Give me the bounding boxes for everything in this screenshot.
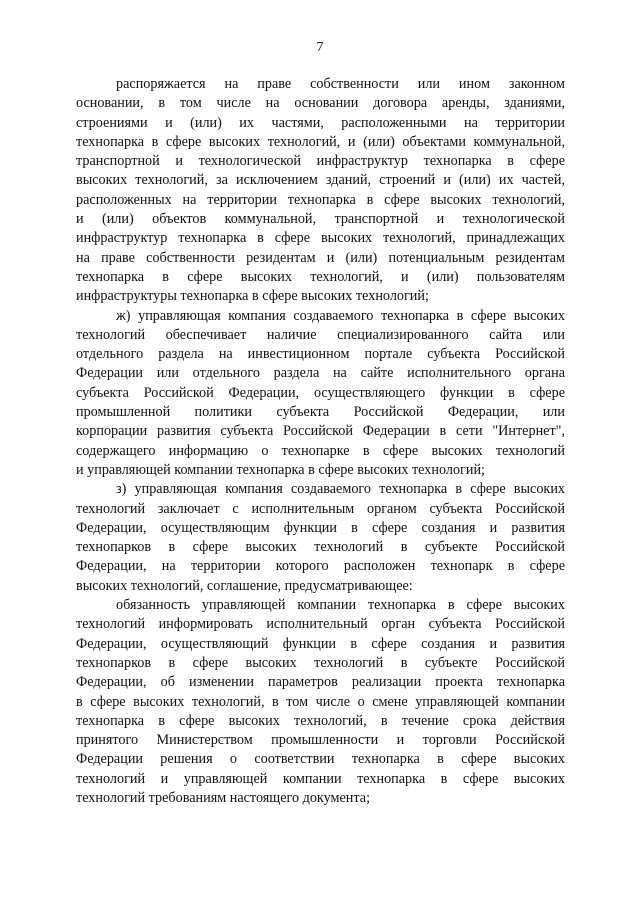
text-line: технологий информировать исполнительный орган субъекта Российской xyxy=(76,616,565,633)
text-line: инфраструктур технопарка в сфере высоких технологий, принадлежащих xyxy=(76,230,565,247)
text-line: отдельного раздела на инвестиционном портале субъекта Российской xyxy=(76,346,565,363)
text-line: технологий требованиям настоящего документа; xyxy=(76,789,371,806)
text-line: основании, в том числе на основании договора аренды, зданиями, xyxy=(76,95,565,112)
text-line: распоряжается на праве собственности или ином законном xyxy=(116,76,565,92)
text-line: и (или) объектов коммунальной, транспортной и технологической xyxy=(76,211,565,228)
text-line: обязанность управляющей компании технопарка в сфере высоких xyxy=(116,597,565,614)
text-line: в сфере высоких технологий, в том числе о смене управляющей компании xyxy=(76,693,565,710)
page-number: 7 xyxy=(316,40,324,55)
text-line: высоких технологий, соглашение, предусматривающее: xyxy=(76,577,413,594)
text-line: высоких технологий, за исключением зданий, строений и (или) их частей, xyxy=(76,172,565,189)
text-line: технопарка в сфере высоких технологий, и (или) объектами коммунальной, xyxy=(76,133,565,150)
text-line: инфраструктуры технопарка в сфере высоких технологий; xyxy=(76,288,429,305)
text-line: технопарка в сфере высоких технологий, в течение срока действия xyxy=(76,712,565,729)
text-line: расположенных на территории технопарка в сфере высоких технологий, xyxy=(76,191,565,208)
text-line: ж) управляющая компания создаваемого технопарка в сфере высоких xyxy=(116,307,565,324)
text-line: технологий заключает с исполнительным органом субъекта Российской xyxy=(76,500,565,517)
text-line: субъекта Российской Федерации, осуществляющего функции в сфере xyxy=(76,384,565,401)
text-line: технопарков в сфере высоких технологий в субъекте Российской xyxy=(76,654,565,671)
text-line: технопарков в сфере высоких технологий в субъекте Российской xyxy=(76,539,565,556)
text-line: на праве собственности резидентам и (или) потенциальным резидентам xyxy=(76,249,565,266)
text-line: корпорации развития субъекта Российской Федерации в сети "Интернет", xyxy=(76,423,565,440)
text-line: Федерации решения о соответствии технопарка в сфере высоких xyxy=(76,751,565,768)
text-line: строениями и (или) их частями, расположенными на территории xyxy=(76,114,565,131)
text-line: Федерации, осуществляющий функции в сфере создания и развития xyxy=(76,635,565,652)
text-line: з) управляющая компания создаваемого технопарка в сфере высоких xyxy=(116,481,565,498)
text-line: технологий обеспечивает наличие специализированного сайта или xyxy=(76,326,565,343)
text-line: промышленной политики субъекта Российской Федерации, или xyxy=(76,404,565,421)
text-line: технологий и управляющей компании технопарка в сфере высоких xyxy=(76,770,565,787)
text-line: и управляющей компании технопарка в сфере высоких технологий; xyxy=(76,461,485,478)
text-line: Федерации, на территории которого расположен технопарк в сфере xyxy=(76,558,565,575)
text-line: технопарка в сфере высоких технологий, и (или) пользователям xyxy=(76,268,565,285)
text-line: Федерации, об изменении параметров реализации проекта технопарка xyxy=(76,674,565,691)
document-body xyxy=(76,75,565,808)
text-line: Федерации или отдельного раздела на сайте исполнительного органа xyxy=(76,365,565,382)
text-line: Федерации, осуществляющим функции в сфере создания и развития xyxy=(76,519,565,536)
text-line: содержащего информацию о технопарке в сфере высоких технологий xyxy=(76,442,565,459)
text-line: принятого Министерством промышленности и торговли Российской xyxy=(76,732,565,749)
text-line: транспортной и технологической инфраструктур технопарка в сфере xyxy=(76,153,565,170)
